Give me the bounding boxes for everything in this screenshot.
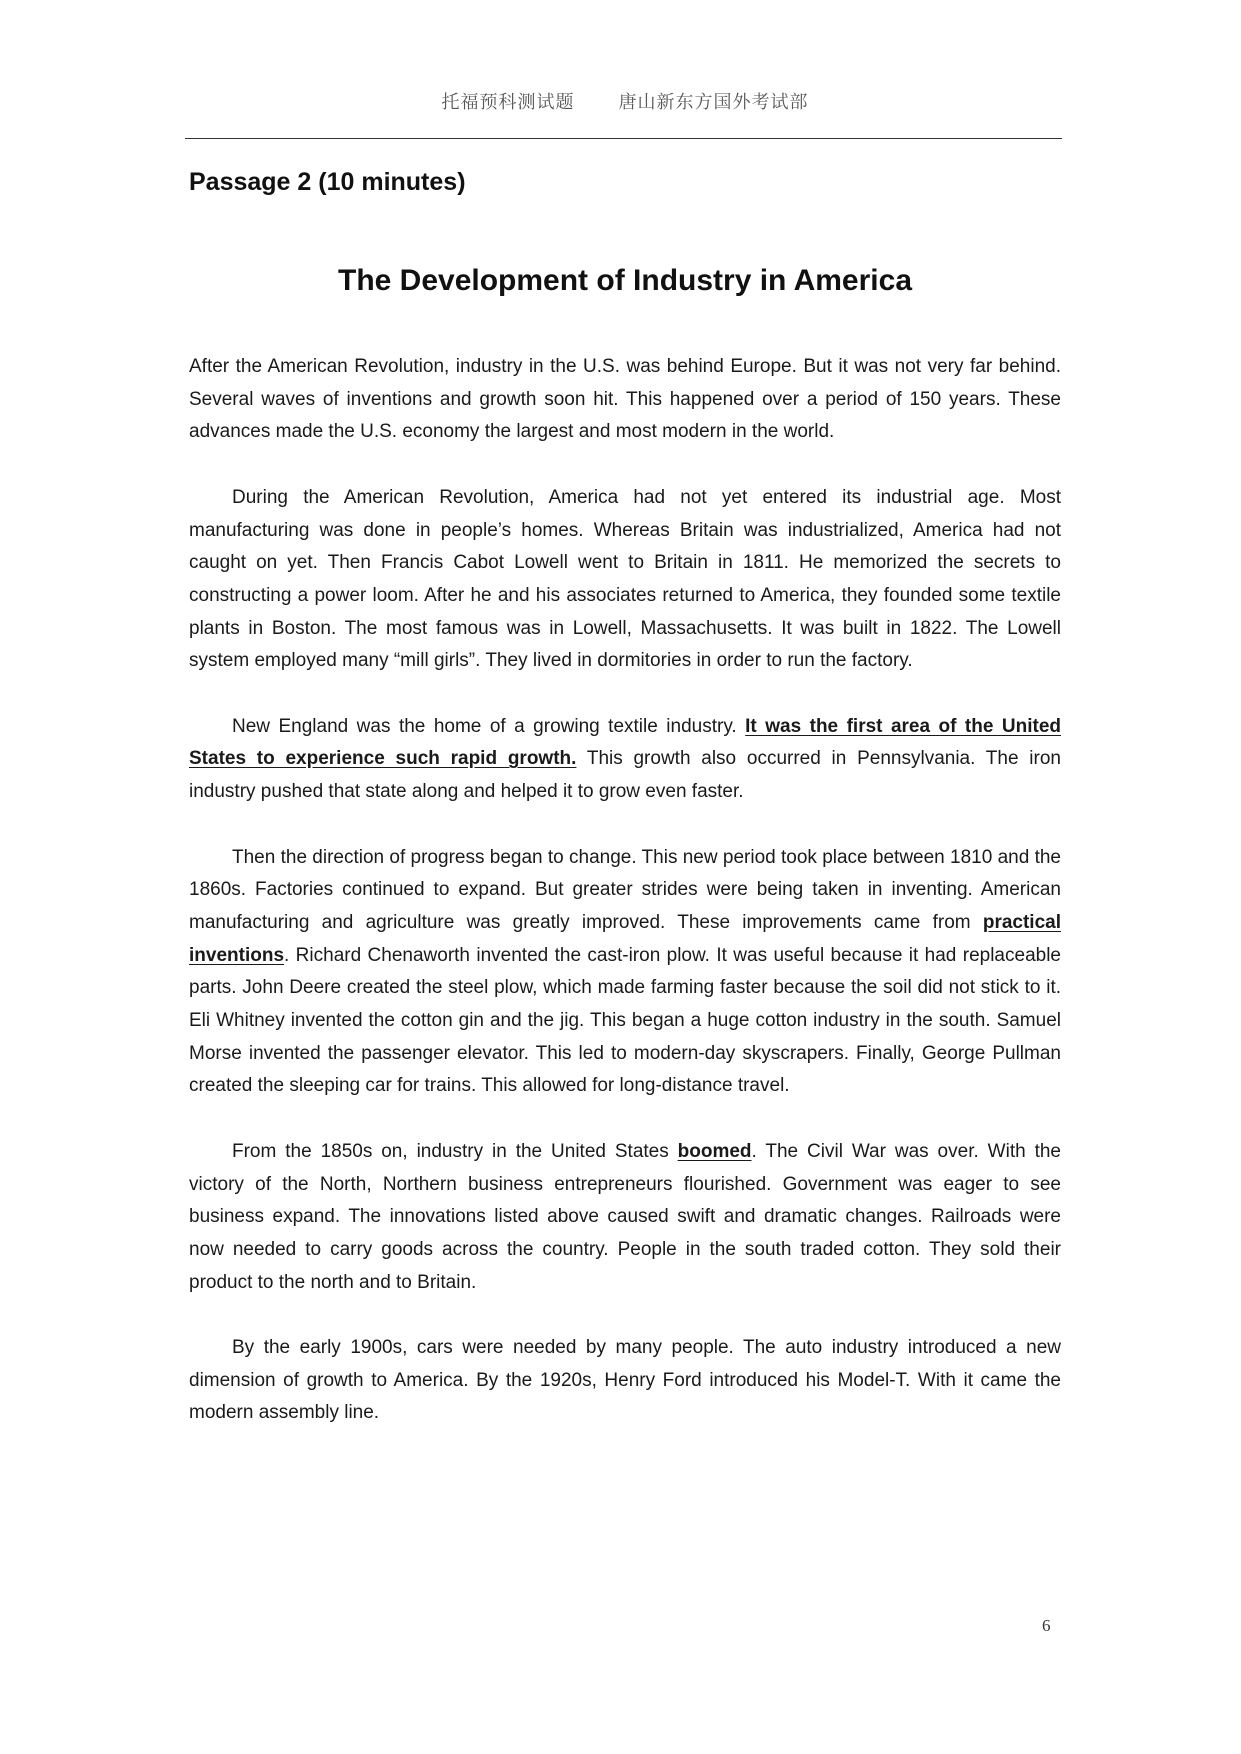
- page-header: [185, 88, 1065, 114]
- paragraph-5-text-start: From the 1850s on, industry in the United States: [232, 1140, 678, 1162]
- paragraph-4: [189, 842, 1061, 1104]
- highlighted-word: boomed: [677, 1140, 752, 1162]
- header-department: 唐山新东方国外考试部: [618, 92, 809, 113]
- paragraph-2: During the American Revolution, America had not yet entered its industrial age. Most manufacturing was done in people’s homes. Whereas Britain was industrialized, America had not caught on yet. Then Francis Cabot Lowell went to Britain in 1811. He memorized the secrets to constructing a power loom. After he and his associates returned to America, they founded some textile plants in Boston. The most famous was in Lowell, Massachusetts. It was built in 1822. The Lowell system employed many “mill girls”. They lived in dormitories in order to run the factory.: [189, 486, 1061, 672]
- paragraph-5-text-end: . The Civil War was over. With the victory of the North, Northern business entrepreneurs flourished. Government was eager to see business expand. The innovations listed above caused swift and dramatic changes. Railroads were now needed to carry goods across the country. People in the south traded cotton. They sold their product to the north and to Britain.: [189, 1140, 1061, 1293]
- paragraph-6: By the early 1900s, cars were needed by many people. The auto industry introduced a new dimension of growth to America. By the 1920s, Henry Ford introduced his Model-T. With it came the modern assembly line.: [189, 1337, 1061, 1424]
- paragraph-1: After the American Revolution, industry in the U.S. was behind Europe. But it was not very far behind. Several waves of inventions and growth soon hit. This happened over a period of 150 years. These advances made the U.S. economy the largest and most modern in the world.: [189, 356, 1061, 443]
- highlighted-sentence: It was the first area of the United States to experience such rapid growth.: [189, 715, 1061, 770]
- paragraph-4-text-start: Then the direction of progress began to change. This new period took place between 1810 and the 1860s. Factories continued to expand. But greater strides were being taken in inventing. American manufacturing and agriculture was greatly improved. These improvements came from: [189, 846, 1061, 933]
- page-number: 6: [1042, 1616, 1051, 1635]
- paragraph-3-text-end: This growth also occurred in Pennsylvania. The iron industry pushed that state along and helped it to grow even faster.: [189, 748, 1061, 803]
- header-divider: [185, 138, 1062, 139]
- passage-body: [189, 351, 1061, 1463]
- paragraph-3: [189, 711, 1061, 809]
- highlighted-phrase: practical inventions: [189, 911, 1061, 966]
- passage-label: Passage 2 (10 minutes): [189, 168, 466, 196]
- paragraph-5: [189, 1136, 1061, 1300]
- header-test-title: 托福预科测试题: [441, 92, 575, 113]
- paragraph-3-text-start: New England was the home of a growing textile industry.: [232, 715, 746, 737]
- paragraph-4-text-end: . Richard Chenaworth invented the cast-iron plow. It was useful because it had replaceable parts. John Deere created the steel plow, which made farming faster because the soil did not stick to it. Eli Whitney invented the cotton gin and the jig. This began a huge cotton industry in the south. Samuel Morse invented the passenger elevator. This led to modern-day skyscrapers. Finally, George Pullman created the sleeping car for trains. This allowed for long-distance travel.: [189, 944, 1061, 1097]
- passage-title: The Development of Industry in America: [338, 264, 912, 297]
